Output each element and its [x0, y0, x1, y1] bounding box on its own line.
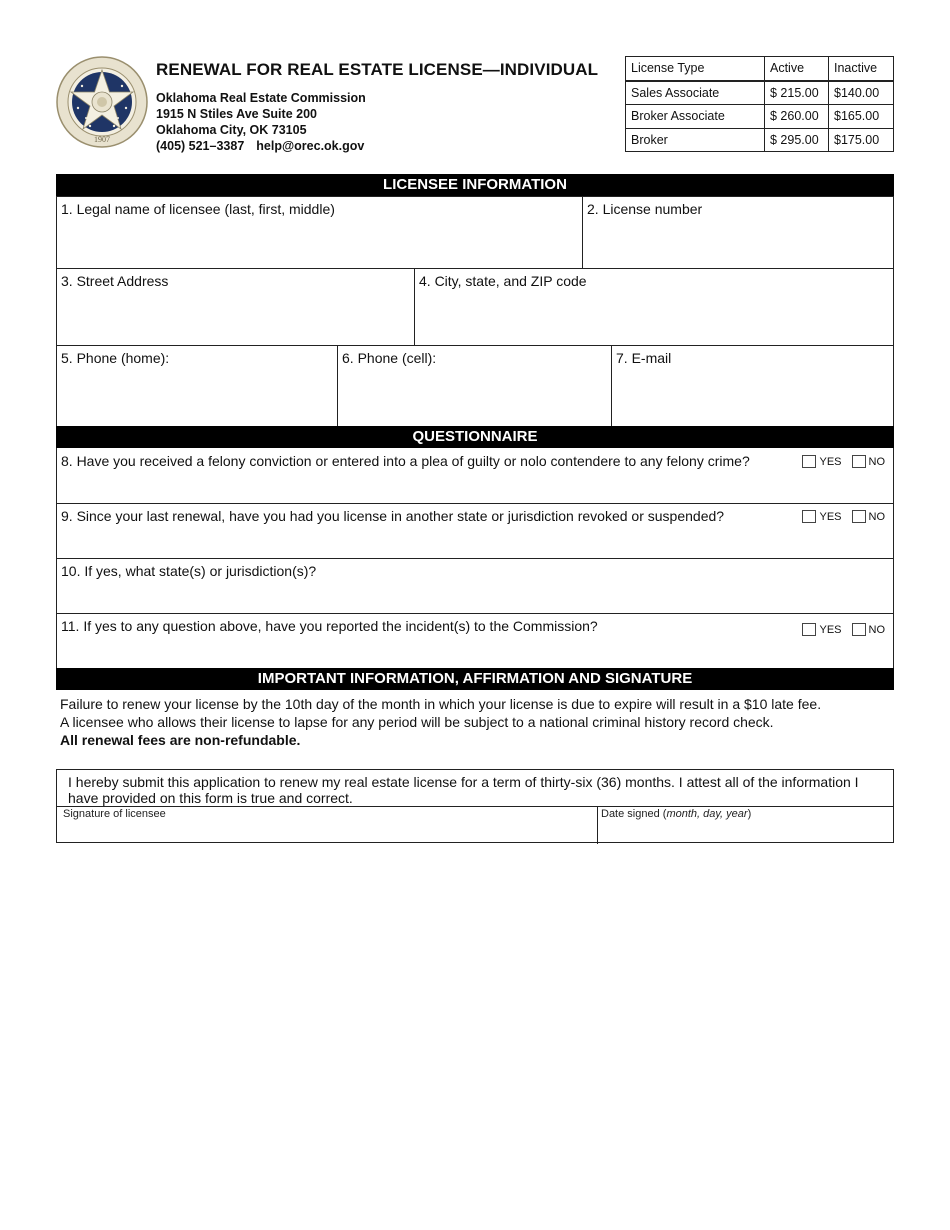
fee-cell: $ 215.00	[765, 81, 829, 105]
fee-header-active: Active	[765, 57, 829, 81]
question-9-text: 9. Since your last renewal, have you had you license in another state or jurisdiction revoked or suspended?	[61, 508, 725, 524]
fee-cell: $ 260.00	[765, 105, 829, 129]
question-10-field[interactable]	[56, 558, 894, 614]
street-address-field[interactable]	[56, 268, 415, 346]
question-8-no-checkbox[interactable]	[852, 455, 866, 468]
question-11-yes-checkbox[interactable]	[802, 623, 816, 636]
section-header-affirmation: IMPORTANT INFORMATION, AFFIRMATION AND SIGNATURE	[56, 668, 894, 690]
date-format-hint: month, day, year	[666, 808, 748, 820]
org-phone: (405) 521–3387	[156, 139, 245, 153]
signature-field[interactable]	[57, 807, 598, 844]
fee-row	[626, 128, 894, 152]
fee-row	[626, 81, 894, 105]
phone-home-field[interactable]	[56, 345, 338, 427]
fee-cell: Broker	[626, 128, 765, 152]
phone-cell-label: 6. Phone (cell):	[342, 350, 437, 366]
form-title: RENEWAL FOR REAL ESTATE LICENSE—INDIVIDUAL	[156, 60, 599, 79]
question-8-yes-checkbox[interactable]	[802, 455, 816, 468]
no-label: NO	[868, 510, 885, 523]
question-11-no-checkbox[interactable]	[852, 623, 866, 636]
org-email[interactable]: help@orec.ok.gov	[256, 139, 365, 153]
section-header-questionnaire: QUESTIONNAIRE	[56, 426, 894, 448]
date-signed-field[interactable]	[597, 806, 893, 842]
no-label: NO	[868, 623, 885, 636]
street-address-label: 3. Street Address	[61, 273, 169, 289]
lapse-notice: A licensee who allows their license to lapse for any period will be subject to a national criminal history record check.	[60, 714, 774, 730]
email-label: 7. E-mail	[616, 350, 672, 366]
question-8-text: 8. Have you received a felony conviction or entered into a plea of guilty or nolo contendere to any felony crime?	[61, 453, 750, 469]
state-seal-logo	[56, 56, 148, 148]
seal-year: 1907	[94, 135, 110, 144]
signature-label: Signature of licensee	[63, 808, 166, 820]
attestation-text: I hereby submit this application to renew my real estate license for a term of thirty-six (36) months. I attest all of the information I have provided on this form is true and correct.	[68, 774, 859, 806]
date-signed-label-prefix: Date signed (	[601, 808, 667, 820]
city-state-zip-label: 4. City, state, and ZIP code	[419, 273, 587, 289]
fee-cell: $165.00	[829, 105, 894, 129]
org-address-line1: 1915 N Stiles Ave Suite 200	[156, 107, 317, 121]
city-state-zip-field[interactable]	[414, 268, 894, 346]
legal-name-field[interactable]	[56, 196, 583, 269]
fee-table-header	[626, 57, 894, 81]
fee-header-inactive: Inactive	[829, 57, 894, 81]
license-number-field[interactable]	[582, 196, 894, 269]
question-8-answer	[802, 455, 885, 468]
question-10-text: 10. If yes, what state(s) or jurisdiction(s)?	[61, 563, 317, 579]
question-9-answer	[802, 510, 885, 523]
fee-cell: $140.00	[829, 81, 894, 105]
question-8	[56, 448, 894, 504]
fee-cell: Sales Associate	[626, 81, 765, 105]
fee-cell: Broker Associate	[626, 105, 765, 129]
fee-header-type: License Type	[626, 57, 765, 81]
org-address-line2: Oklahoma City, OK 73105	[156, 123, 307, 137]
fee-row	[626, 105, 894, 129]
org-contact	[156, 139, 364, 153]
org-name: Oklahoma Real Estate Commission	[156, 91, 366, 105]
question-11-text: 11. If yes to any question above, have you reported the incident(s) to the Commission?	[61, 618, 598, 634]
question-9-no-checkbox[interactable]	[852, 510, 866, 523]
legal-name-label: 1. Legal name of licensee (last, first, middle)	[61, 201, 335, 217]
question-9	[56, 503, 894, 559]
question-11	[56, 613, 894, 669]
fee-cell: $175.00	[829, 128, 894, 152]
phone-home-label: 5. Phone (home):	[61, 350, 170, 366]
question-9-yes-checkbox[interactable]	[802, 510, 816, 523]
fee-table	[625, 56, 894, 152]
late-fee-notice: Failure to renew your license by the 10th day of the month in which your license is due to expire will result in a $10 late fee.	[60, 696, 822, 712]
non-refundable-notice: All renewal fees are non-refundable.	[60, 732, 301, 748]
date-signed-label-suffix: )	[747, 808, 752, 820]
no-label: NO	[868, 455, 885, 468]
phone-cell-field[interactable]	[337, 345, 612, 427]
yes-label: YES	[819, 510, 842, 523]
yes-label: YES	[819, 623, 842, 636]
yes-label: YES	[819, 455, 842, 468]
license-number-label: 2. License number	[587, 201, 703, 217]
fee-cell: $ 295.00	[765, 128, 829, 152]
email-field[interactable]	[611, 345, 894, 427]
question-11-answer	[802, 623, 885, 636]
section-header-licensee: LICENSEE INFORMATION	[56, 174, 894, 196]
